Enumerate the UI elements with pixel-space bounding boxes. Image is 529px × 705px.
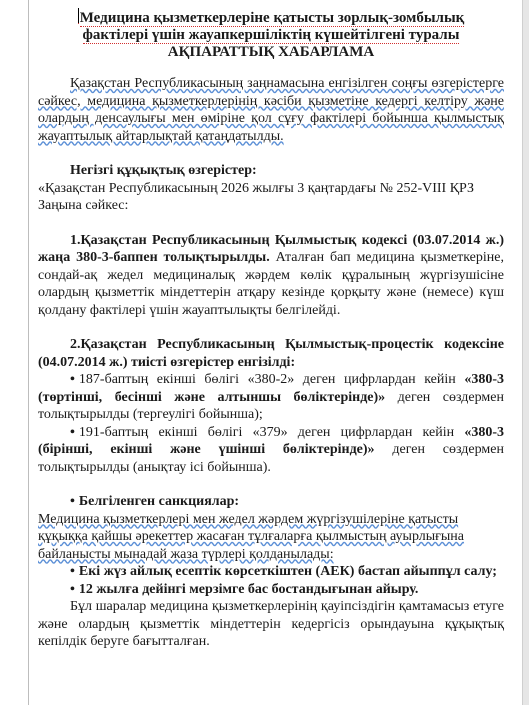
- closing-paragraph: Бұл шаралар медицина қызметкерлерінің қауіпсіздігін қамтамасыз етуге және олардың қызметтік міндеттерін кедергісіз орындауына құқықтық кепілдік беруге бағытталған.: [38, 599, 504, 649]
- bullet-icon: •: [70, 564, 75, 579]
- document-body: [38, 8, 504, 651]
- sanctions-text: Медицина қызметкерлері мен жедел жәрдем жүргізушілеріне қатысты құқыққа қайшы әрекеттер жасаған тұлғаларға қылмыстың ауырлығына байланысты мынадай жаза түрлері қолданылады:: [38, 511, 465, 562]
- item-2-sub-2: [38, 424, 504, 477]
- legal-changes-heading: Негізгі құқықтық өзгерістер:: [70, 163, 257, 178]
- bullet-icon: •: [70, 372, 75, 387]
- legal-basis-text: «Қазақстан Республикасының 2026 жылғы 3 қаңтардағы № 252-VIII ҚРЗ Заңына сәйкес:: [38, 180, 475, 213]
- bullet-icon: •: [70, 581, 75, 597]
- document-title: [38, 8, 504, 61]
- bullet-icon: •: [70, 424, 75, 440]
- sub-1-text-c: деген сөздермен толықтырылды (тергеулігі бойынша);: [38, 389, 504, 422]
- title-line-2: фактілері үшін жауапкершіліктің күшейтілгені туралы: [82, 27, 460, 43]
- intro-paragraph: Қазақстан Республикасының заңнамасына енгізілген соңғы өзгерістерге сәйкес, медицина қызметкерлерінің кәсіби қызметіне кедергі келтіру және олардың денсаулығы мен өміріне қол сұғу фактілері бойынша қылмыстық жауаптылық айтарлықтай қатаңдатылды.: [38, 76, 504, 144]
- penalty-2-text: 12 жылға дейінгі мерзімге бас бостандығынан айыру.: [78, 581, 419, 597]
- sanctions-heading: [38, 493, 504, 511]
- sub-1-text-a: 187-баптың екінші бөлігі «380-2» деген цифрлардан кейін: [78, 372, 465, 387]
- sub-2-text-c: деген сөздермен толықтырылды (анықтау ісі бойынша).: [38, 442, 504, 475]
- item-2-heading: 2.Қазақстан Республикасының Қылмыстық-процестік кодексіне (04.07.2014 ж.) тиісті өзгерістер енгізілді:: [38, 337, 504, 370]
- sanctions-heading-text: Белгіленген санкциялар:: [78, 494, 240, 509]
- text-cursor: [78, 8, 79, 24]
- title-line-1: Медицина қызметкерлеріне қатысты зорлық-зомбылық: [79, 10, 465, 26]
- vertical-scrollbar[interactable]: [522, 0, 529, 705]
- penalty-1-text: Екі жүз айлық есептік көрсеткіштен (АЕК) бастап айыппұл салу;: [78, 564, 497, 579]
- title-line-3: АҚПАРАТТЫҚ ХАБАРЛАМА: [167, 44, 375, 60]
- sub-2-text-a: 191-баптың екінші бөлігі «379» деген цифрлардан кейін: [78, 424, 465, 440]
- bullet-icon: •: [70, 494, 75, 509]
- penalty-2: [38, 581, 504, 599]
- sub-1-text-bold: «380-3 (төртінші, бесінші және алтыншы бөліктерінде)»: [38, 372, 504, 405]
- item-1-text: Аталған бап медицина қызметкеріне, сондай-ақ жедел медициналық жәрдем көлік құралының жүргізушісіне олардың қызметтік міндеттерін атқару кезінде қорқыту және (немесе) күш қолдану фактілері үшін жауаптылықты белгілейді.: [38, 250, 504, 318]
- item-1-bold: 1.Қазақстан Республикасының Қылмыстық кодексі (03.07.2014 ж.) жаңа 380-3-баппен толықтырылды.: [38, 232, 504, 265]
- item-1-paragraph: [38, 232, 504, 320]
- penalty-1: [38, 563, 504, 581]
- sub-2-text-bold: «380-3 (бірінші, екінші және үшінші бөліктерінде)»: [38, 424, 504, 457]
- item-2-sub-1: [38, 371, 504, 424]
